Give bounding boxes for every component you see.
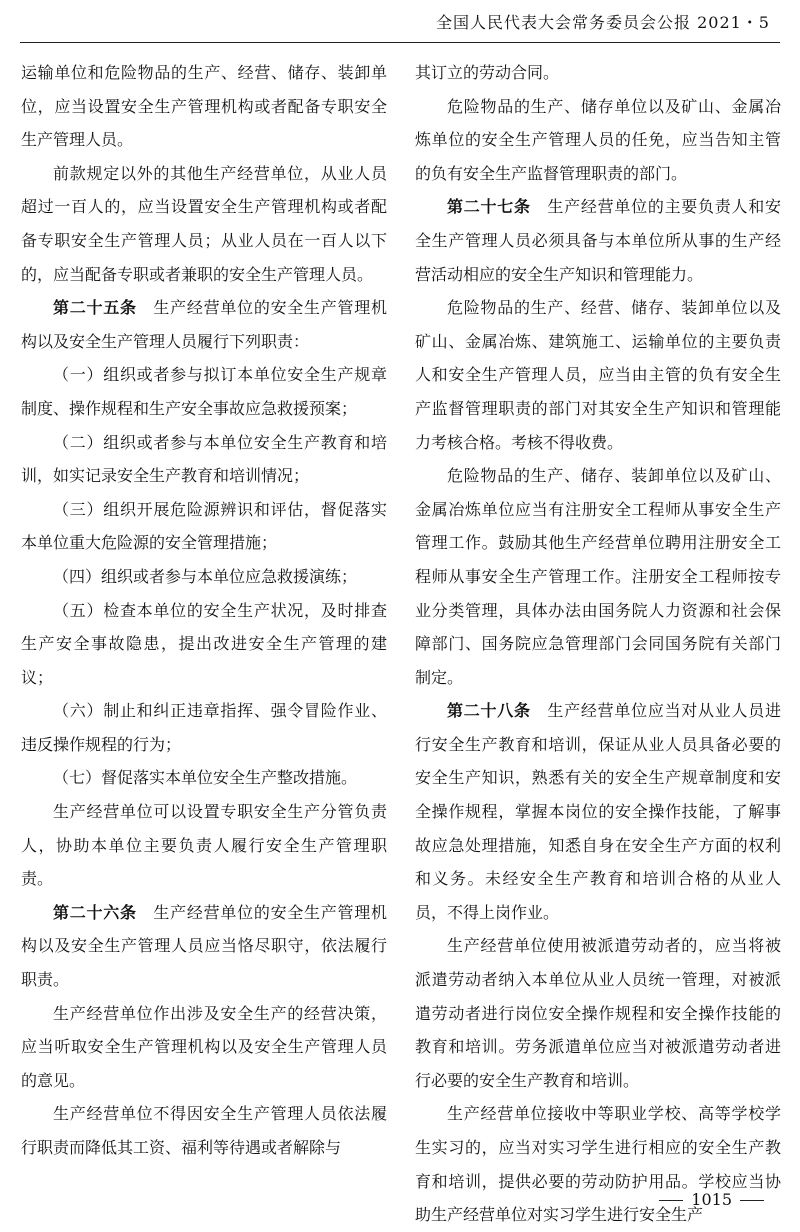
article-heading: 第二十七条 <box>447 197 531 217</box>
left-column <box>21 56 387 1165</box>
footer-rule-left <box>659 1200 683 1201</box>
article-heading: 第二十六条 <box>53 902 137 922</box>
page-footer <box>651 1190 772 1209</box>
article-text: 生产经营单位的安全生产管理机构以及安全生产管理人员履行下列职责： <box>21 298 387 351</box>
list-item: （六）制止和纠正违章指挥、强令冒险作业、违反操作规程的行为； <box>21 701 387 754</box>
article-text: 生产经营单位的主要负责人和安全生产管理人员必须具备与本单位所从事的生产经营活动相应的安全生产知识和管理能力。 <box>415 197 781 284</box>
footer-rule-right <box>740 1200 764 1201</box>
list-item: （一）组织或者参与拟订本单位安全生产规章制度、操作规程和生产安全事故应急救援预案； <box>21 365 387 418</box>
article-28 <box>415 694 781 929</box>
list-item: （三）组织开展危险源辨识和评估，督促落实本单位重大危险源的安全管理措施； <box>21 499 387 553</box>
paragraph: 其订立的劳动合同。 <box>415 63 560 82</box>
article-heading: 第二十五条 <box>53 298 137 318</box>
paragraph: 前款规定以外的其他生产经营单位，从业人员超过一百人的，应当设置安全生产管理机构或者配备专职安全生产管理人员；从业人员在一百人以下的，应当配备专职或者兼职的安全生产管理人员。 <box>21 163 387 284</box>
paragraph: 生产经营单位使用被派遣劳动者的，应当将被派遣劳动者纳入本单位从业人员统一管理，对被派遣劳动者进行岗位安全操作规程和安全操作技能的教育和培训。劳务派遣单位应当对被派遣劳动者进行必要的安全生产教育和培训。 <box>415 936 781 1090</box>
list-item: （二）组织或者参与本单位安全生产教育和培训，如实记录安全生产教育和培训情况； <box>21 432 387 486</box>
journal-title: 全国人民代表大会常务委员会公报 2021・5 <box>436 13 770 32</box>
paragraph: 运输单位和危险物品的生产、经营、储存、装卸单位，应当设置安全生产管理机构或者配备专职安全生产管理人员。 <box>21 63 387 150</box>
paragraph: 危险物品的生产、经营、储存、装卸单位以及矿山、金属冶炼、建筑施工、运输单位的主要负责人和安全生产管理人员，应当由主管的负有安全生产监督管理职责的部门对其安全生产知识和管理能力考核合格。考核不得收费。 <box>415 298 781 452</box>
page-number: 1015 <box>691 1190 732 1209</box>
paragraph: 危险物品的生产、储存、装卸单位以及矿山、金属冶炼单位应当有注册安全工程师从事安全生产管理工作。鼓励其他生产经营单位聘用注册安全工程师从事安全生产管理工作。注册安全工程师按专业分类管理，具体办法由国务院人力资源和社会保障部门、国务院应急管理部门会同国务院有关部门制定。 <box>415 466 781 687</box>
list-item: （七）督促落实本单位安全生产整改措施。 <box>53 768 358 788</box>
page-header <box>20 0 780 43</box>
article-26 <box>21 896 387 997</box>
paragraph: 危险物品的生产、储存单位以及矿山、金属冶炼单位的安全生产管理人员的任免，应当告知主管的负有安全生产监督管理职责的部门。 <box>415 96 781 183</box>
paragraph: 生产经营单位作出涉及安全生产的经营决策，应当听取安全生产管理机构以及安全生产管理人员的意见。 <box>21 1003 387 1090</box>
list-item: （五）检查本单位的安全生产状况，及时排查生产安全事故隐患，提出改进安全生产管理的建议； <box>21 600 387 687</box>
article-text: 生产经营单位应当对从业人员进行安全生产教育和培训，保证从业人员具备必要的安全生产知识，熟悉有关的安全生产规章制度和安全操作规程，掌握本岗位的安全操作技能，了解事故应急处理措施，知悉自身在安全生产方面的权利和义务。未经安全生产教育和培训合格的从业人员，不得上岗作业。 <box>415 701 781 922</box>
article-heading: 第二十八条 <box>447 701 531 721</box>
paragraph: 生产经营单位可以设置专职安全生产分管负责人，协助本单位主要负责人履行安全生产管理职责。 <box>21 802 387 889</box>
list-item: （四）组织或者参与本单位应急救援演练； <box>53 566 358 586</box>
right-column <box>415 56 781 1232</box>
paragraph: 生产经营单位不得因安全生产管理人员依法履行职责而降低其工资、福利等待遇或者解除与 <box>21 1104 387 1157</box>
article-27 <box>415 190 781 291</box>
article-text: 生产经营单位的安全生产管理机构以及安全生产管理人员应当恪尽职守，依法履行职责。 <box>21 902 387 990</box>
article-25 <box>21 291 387 358</box>
paragraph: 生产经营单位接收中等职业学校、高等学校学生实习的，应当对实习学生进行相应的安全生产教育和培训，提供必要的劳动防护用品。学校应当协助生产经营单位对实习学生进行安全生产 <box>415 1104 781 1225</box>
